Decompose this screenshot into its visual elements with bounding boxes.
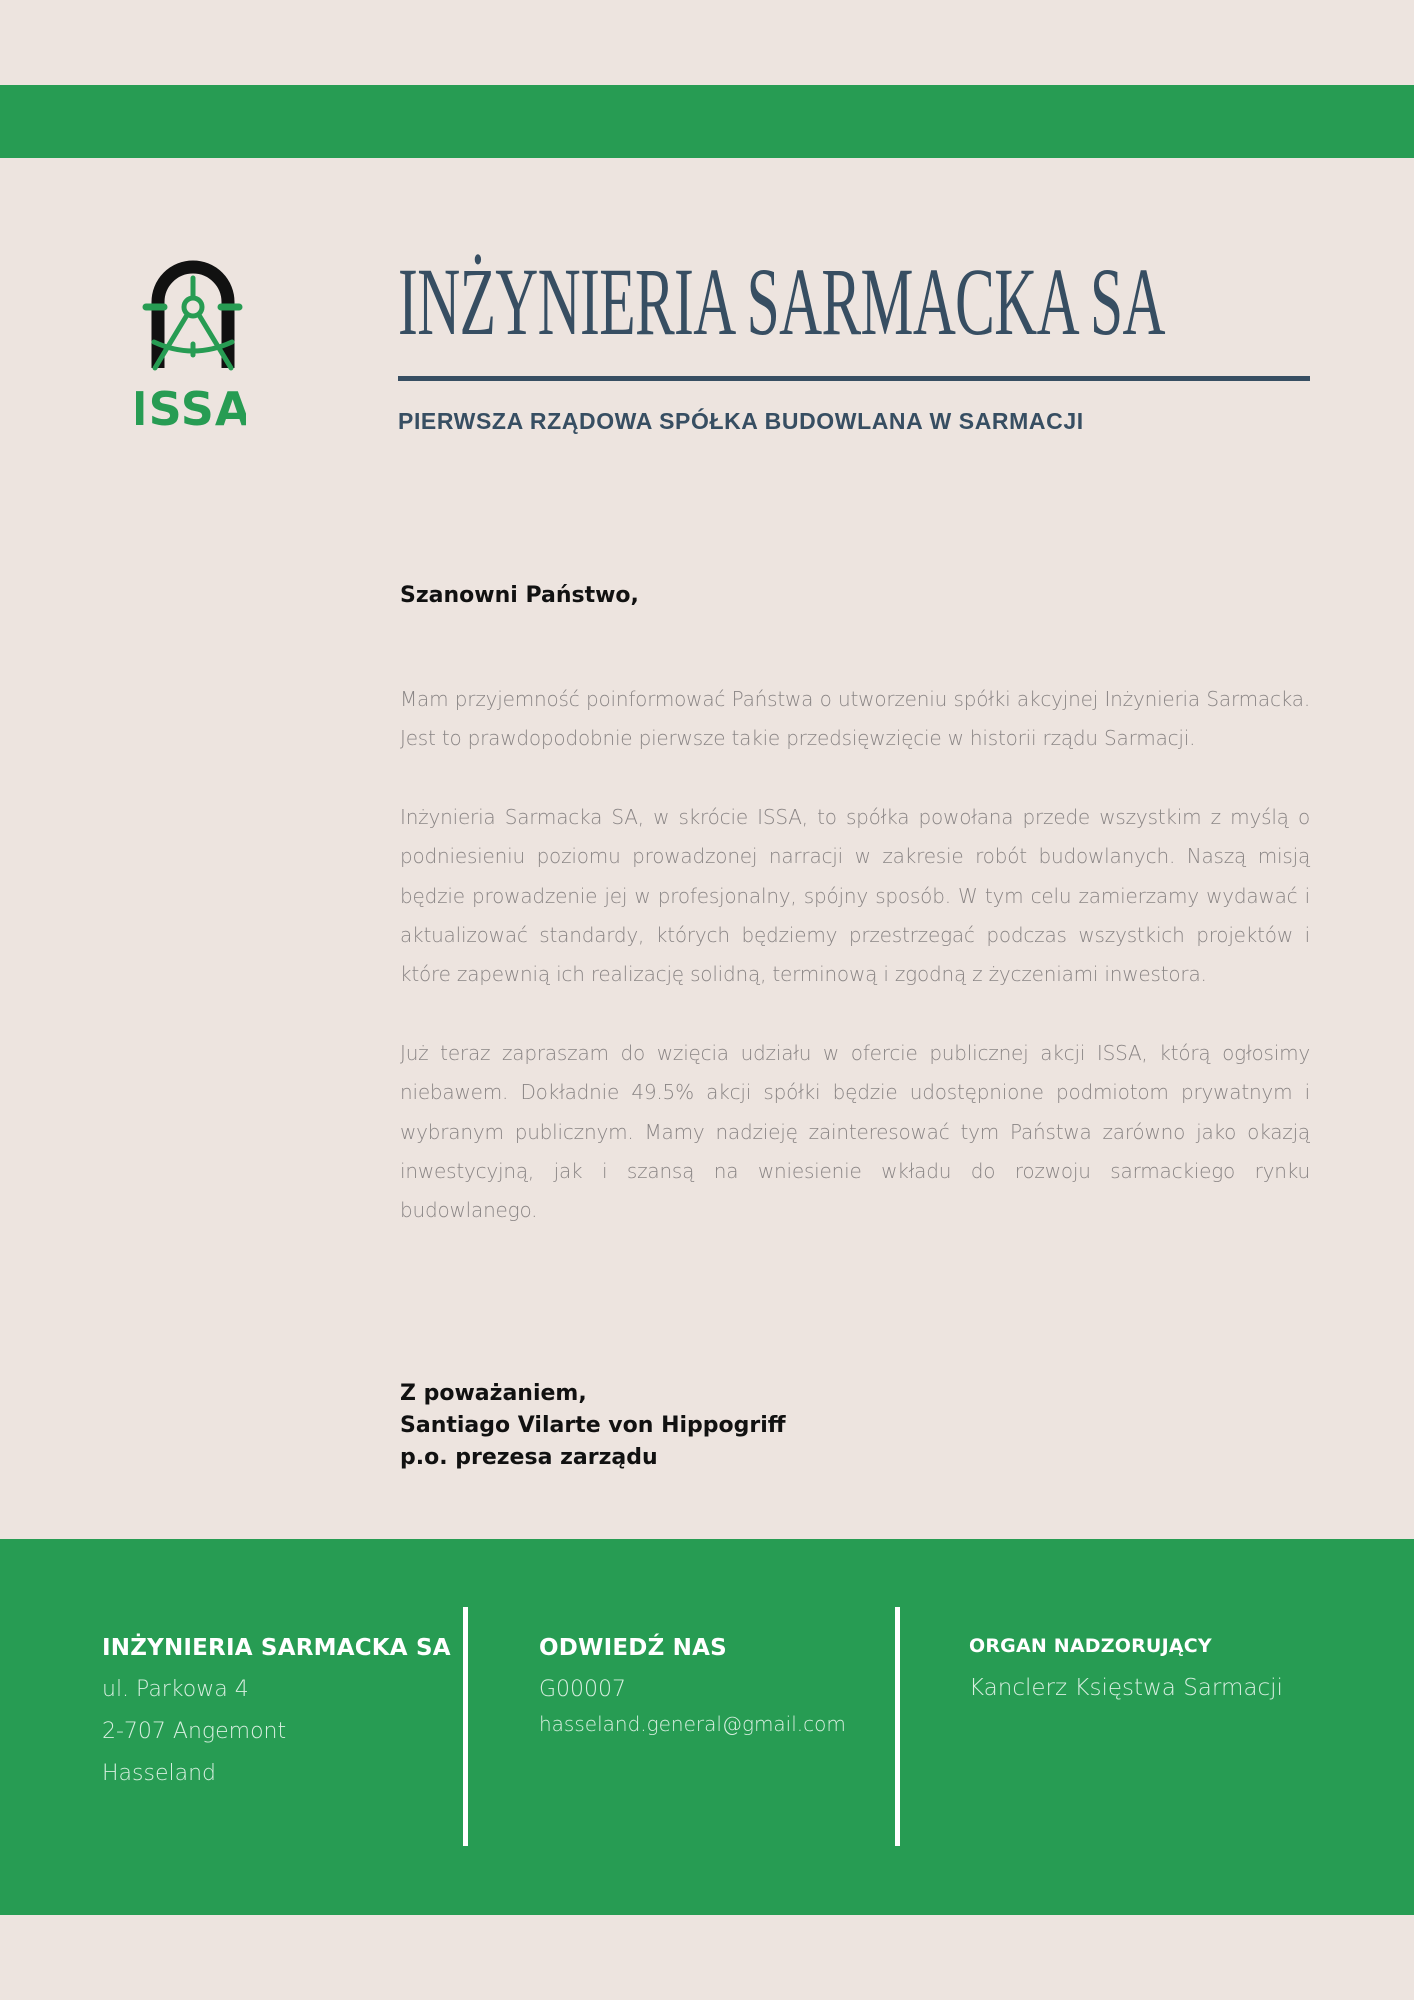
footer-supervisor-heading: ORGAN NADZORUJĄCY <box>969 1635 1212 1657</box>
company-tagline: PIERWSZA RZĄDOWA SPÓŁKA BUDOWLANA W SARMACJI <box>398 408 1084 434</box>
salutation: Szanowni Państwo, <box>400 583 639 608</box>
signer-role: p.o. prezesa zarządu <box>400 1445 658 1470</box>
issa-logo <box>136 258 246 430</box>
paragraph-mission: Inżynieria Sarmacka SA, w skrócie ISSA, to spółka powołana przede wszystkim z myślą o podniesieniu poziomu prowadzonej narracji w zakresie robót budowlanych. Naszą misją będzie prowadzenie jej w profesjonalny, spójny sposób. W tym celu zamierzamy wydawać i aktualizować standardy, których będziemy przestrzegać podczas wszystkich projektów i które zapewnią ich realizację solidną, terminową i zgodną z życzeniami inwestora. <box>400 804 1310 987</box>
footer-address-country: Hasseland <box>102 1761 216 1786</box>
footer-company-column <box>102 1635 451 1786</box>
footer-visit-heading: ODWIEDŹ NAS <box>539 1635 727 1661</box>
compass-arch-icon <box>136 258 246 430</box>
footer-divider <box>895 1607 900 1846</box>
paragraph-offer: Już teraz zapraszam do wzięcia udziału w ofercie publicznej akcji ISSA, którą ogłosimy niebawem. Dokładnie 49.5% akcji spółki będzie udostępnione podmiotom prywatnym i wybranym publicznym. Mamy nadzieję zainteresować tym Państwa zarówno jako okazją inwestycyjną, jak i szansą na wniesienie wkładu do rozwoju sarmackiego rynku budowlanego. <box>400 1040 1310 1223</box>
footer <box>0 1539 1414 1915</box>
footer-supervisor-value: Kanclerz Księstwa Sarmacji <box>969 1675 1283 1701</box>
paragraph-intro: Mam przyjemność poinformować Państwa o utworzeniu spółki akcyjnej Inżynieria Sarmacka. Jest to prawdopodobnie pierwsze takie przedsięwzięcie w historii rządu Sarmacji. <box>400 687 1310 751</box>
closing-regards: Z poważaniem, <box>400 1381 587 1406</box>
signer-name: Santiago Vilarte von Hippogriff <box>400 1413 786 1438</box>
svg-text:ISSA: ISSA <box>136 382 246 430</box>
title-underline <box>398 376 1310 381</box>
footer-visit-code: G00007 <box>539 1677 627 1702</box>
company-title: INŻYNIERIA SARMACKA SA <box>398 248 1165 355</box>
footer-email-link[interactable]: hasseland.general@gmail.com <box>539 1712 846 1736</box>
letter-body <box>400 680 1310 1270</box>
footer-visit-column <box>539 1635 846 1736</box>
footer-address-street: ul. Parkowa 4 <box>102 1677 249 1702</box>
signature-block <box>400 1378 786 1474</box>
footer-company-heading: INŻYNIERIA SARMACKA SA <box>102 1635 451 1661</box>
footer-supervisor-column <box>969 1635 1283 1701</box>
footer-address-city: 2-707 Angemont <box>102 1719 287 1744</box>
footer-divider <box>463 1607 468 1846</box>
top-green-band <box>0 85 1414 158</box>
